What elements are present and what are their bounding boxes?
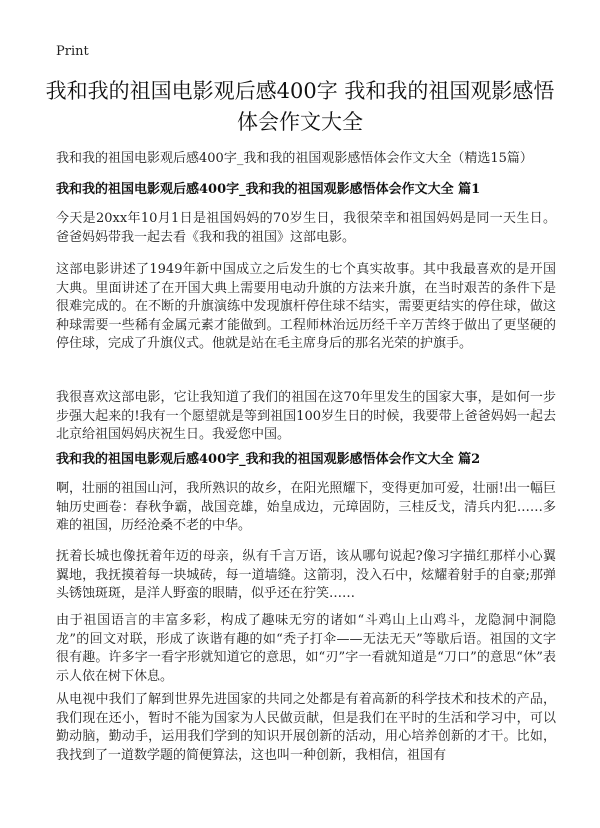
article-subtitle: 我和我的祖国电影观后感400字_我和我的祖国观影感悟体会作文大全（精选15篇） — [56, 151, 533, 166]
page-title: 我和我的祖国电影观后感400字 我和我的祖国观影感悟体会作文大全 — [45, 79, 555, 134]
paragraph-2-1: 啊，壮丽的祖国山河，我所熟识的故乡，在阳光照耀下，变得更加可爱，壮丽!出一幅巨轴历史画卷：春秋争霸，战国竞雄，始皇成边，元璋固防，三桂反戈，清兵内犯……多难的祖国，历经沧桑不老的中华。 — [56, 481, 556, 533]
paragraph-2-4: 从电视中我们了解到世界先进国家的共同之处都是有着高新的科学技术和技术的产品，我们现在还小，暂时不能为国家为人民做贡献，但是我们在平时的生活和学习中，可以勤动脑，勤动手，运用我们学到的知识开展创新的活动，用心培养创新的才干。比如，我找到了一道数学题的简便算法，这也叫一种创新，我相信，祖国有 — [56, 692, 556, 763]
paragraph-1-3: 我很喜欢这部电影，它让我知道了我们的祖国在这70年里发生的国家大事，是如何一步步强大起来的!我有一个愿望就是等到祖国100岁生日的时候，我要带上爸爸妈妈一起去北京给祖国妈妈庆祝生日。我爱您中国。 — [56, 390, 556, 442]
paragraph-2-3: 由于祖国语言的丰富多彩，构成了趣味无穷的诸如“斗鸡山上山鸡斗，龙隐洞中洞隐龙”的回文对联，形成了诙谐有趣的如“秃子打伞——无法无天”等歇后语。祖国的文字很有趣。许多字一看字形就知道它的意思，如“刃”字一看就知道是“刀口”的意思“休”表示人依在树下休息。 — [56, 613, 556, 684]
print-link[interactable]: Print — [56, 44, 89, 59]
section-heading-1: 我和我的祖国电影观后感400字_我和我的祖国观影感悟体会作文大全 篇1 — [56, 182, 481, 197]
section-heading-2: 我和我的祖国电影观后感400字_我和我的祖国观影感悟体会作文大全 篇2 — [56, 452, 481, 467]
paragraph-1-1: 今天是20xx年10月1日是祖国妈妈的70岁生日，我很荣幸和祖国妈妈是同一天生日。爸爸妈妈带我一起去看《我和我的祖国》这部电影。 — [56, 211, 556, 245]
paragraph-2-2: 抚着长城也像抚着年迈的母亲，纵有千言万语，该从哪句说起?像习字描红那样小心翼翼地，我抚摸着每一块城砖，每一道墙缝。这箭羽，没入石中，炫耀着射手的自豪;那弹头锈蚀斑斑，是洋人野蛮的眼睛，似乎还在狞笑…… — [56, 549, 556, 601]
paragraph-1-2: 这部电影讲述了1949年新中国成立之后发生的七个真实故事。其中我最喜欢的是开国大典。里面讲述了在开国大典上需要用电动升旗的方法来升旗，在当时艰苦的条件下是很难完成的。在不断的升旗演练中发现旗杆停住球不结实，需要更结实的停住球，做这种球需要一些稀有金属元素才能做到。工程师林治远历经千辛万苦终于做出了更坚硬的停住球，完成了升旗仪式。他就是站在毛主席身后的那名光荣的护旗手。 — [56, 262, 556, 351]
